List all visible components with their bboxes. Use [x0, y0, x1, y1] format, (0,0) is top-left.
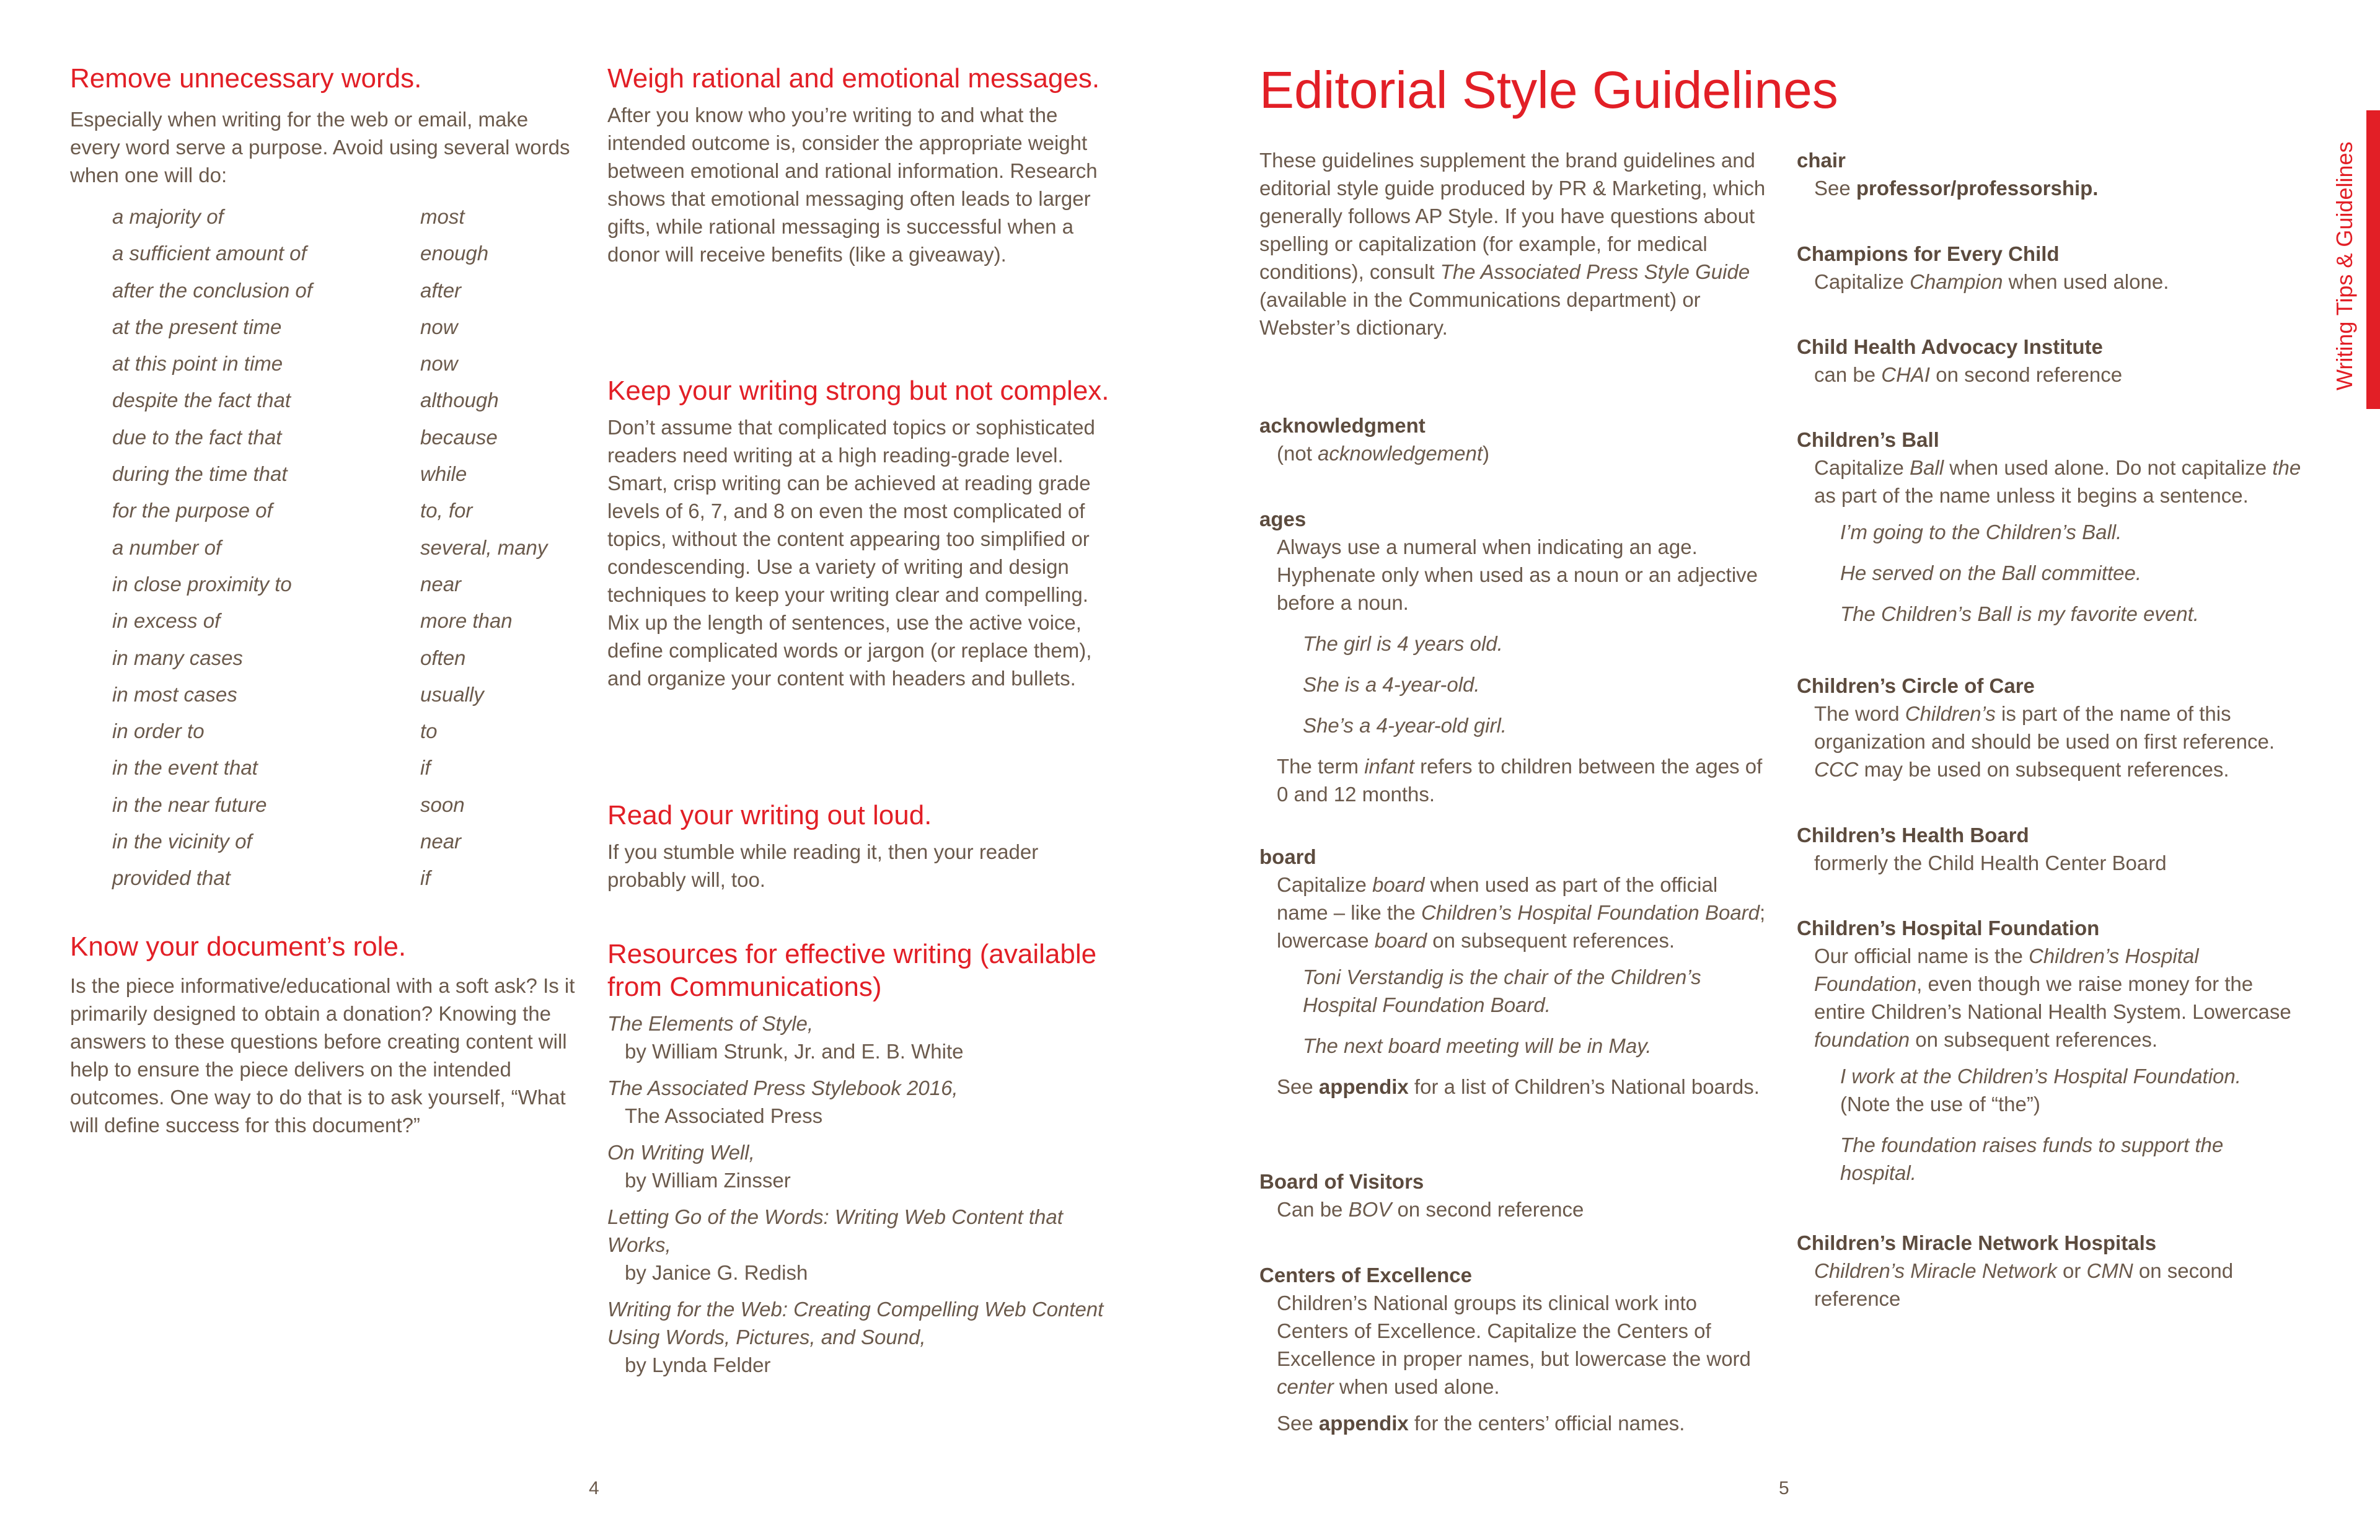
heading-remove-words: Remove unnecessary words. [70, 63, 422, 94]
wordy-phrase: in close proximity to [112, 572, 292, 596]
wordy-phrase: in the event that [112, 756, 258, 780]
text-fragment: Can be [1277, 1198, 1349, 1221]
concise-replacement: after [420, 278, 462, 302]
concise-replacement: soon [420, 793, 465, 816]
concise-replacement: although [420, 389, 499, 412]
text-fragment: center [1277, 1375, 1334, 1398]
page-title: Editorial Style Guidelines [1259, 61, 1838, 119]
concise-replacement: usually [420, 682, 484, 706]
text-fragment: Children’s Hospital Foundation Board [1421, 901, 1760, 924]
word-pair-row [112, 644, 583, 680]
text-fragment: Always use a numeral when indicating an age. Hyphenate only when used as a noun or an adjective before a noun. [1277, 535, 1758, 614]
text-fragment: Ball [1910, 456, 1944, 479]
page-number-right: 5 [1779, 1478, 1789, 1498]
text-fragment: board [1372, 873, 1425, 896]
concise-replacement: to [420, 719, 438, 743]
text-fragment: She is a 4-year-old. [1303, 673, 1480, 696]
wordy-phrase: despite the fact that [112, 389, 291, 412]
word-pair-row [112, 423, 583, 460]
text-fragment: The Associated Press Style Guide [1440, 260, 1750, 283]
entry-acknowledgment [1259, 411, 1768, 467]
text-fragment: ages [1259, 508, 1307, 530]
text-fragment: refers to children between the ages of 0 and 12 months. [1277, 755, 1763, 806]
text-fragment: He served on the Ball committee. [1840, 561, 2142, 584]
wordy-phrase: at this point in time [112, 352, 283, 376]
entry-miracle-network [1797, 1229, 2305, 1313]
resource-author: by Lynda Felder [625, 1353, 771, 1376]
resource-title: Letting Go of the Words: Writing Web Content that Works, [607, 1205, 1063, 1256]
text-fragment: acknowledgement [1318, 442, 1483, 465]
resource-item [607, 1074, 1122, 1130]
know-role-body: Is the piece informative/educational with a soft ask? Is it primarily designed to obtain a donation? Knowing the answers to these questions before creating content will help to ensure the piece delivers on the intended outcomes. One way to do that is to ask yourself, “What will define success for this document?” [70, 974, 575, 1137]
resource-item [607, 1010, 1122, 1065]
text-fragment: CMN [2086, 1259, 2133, 1282]
text-fragment: may be used on subsequent references. [1858, 758, 2229, 781]
concise-replacement: near [420, 572, 462, 596]
text-fragment: on subsequent references. [1427, 929, 1675, 952]
text-fragment: See [1814, 177, 1856, 200]
text-fragment: infant [1364, 755, 1414, 778]
text-fragment: (not [1277, 442, 1318, 465]
text-fragment: Children’s National groups its clinical work into Centers of Excellence. Capitalize the Centers of Excellence in proper names, but lowercase the word [1277, 1291, 1751, 1370]
heading-resources: Resources for effective writing (available from Communications) [607, 939, 1097, 1002]
resource-author: by William Zinsser [625, 1169, 791, 1192]
entry-chair [1797, 146, 2305, 202]
text-fragment: See [1277, 1075, 1319, 1098]
resource-author: The Associated Press [625, 1104, 823, 1127]
text-fragment: foundation [1814, 1028, 1910, 1051]
strong-section [607, 374, 1122, 692]
entry-hospital-foundation [1797, 914, 2305, 1187]
text-fragment: She’s a 4-year-old girl. [1303, 714, 1507, 737]
wordy-phrase: in the vicinity of [112, 830, 252, 853]
text-fragment: (available in the Communications department) or Webster’s dictionary. [1259, 288, 1701, 339]
word-pair-row [112, 350, 583, 386]
text-fragment: The term [1277, 755, 1365, 778]
text-fragment: Children’s Miracle Network Hospitals [1797, 1231, 2157, 1254]
text-fragment: for a list of Children’s National boards. [1408, 1075, 1760, 1098]
text-fragment: Capitalize [1814, 456, 1910, 479]
resource-list [607, 1010, 1122, 1379]
text-fragment: is part of the name of this organization and should be used on first reference. [1814, 702, 2275, 753]
wordy-phrase: in most cases [112, 682, 237, 706]
heading-weigh: Weigh rational and emotional messages. [607, 63, 1100, 94]
text-fragment: Children’s Health Board [1797, 824, 2029, 847]
word-pair-row [112, 239, 583, 276]
text-fragment: ) [1483, 442, 1490, 465]
word-pair-row [112, 203, 583, 239]
concise-replacement: now [420, 315, 458, 338]
resource-item [607, 1138, 1122, 1194]
resource-title: On Writing Well, [607, 1141, 755, 1164]
text-fragment: (Note the use of “the”) [1840, 1093, 2040, 1115]
weigh-section [607, 62, 1122, 268]
resource-title: The Elements of Style, [607, 1012, 813, 1035]
sidebar-section-label: Writing Tips & Guidelines [2332, 141, 2357, 390]
heading-strong: Keep your writing strong but not complex. [607, 376, 1109, 406]
text-fragment: The Children’s Ball is my favorite event. [1840, 602, 2199, 625]
wordy-phrase: in excess of [112, 609, 221, 633]
concise-replacement: if [420, 866, 431, 890]
text-fragment: Children’s Hospital Foundation [1797, 917, 2100, 939]
concise-replacement: if [420, 756, 431, 780]
text-fragment: ; lowercase [1277, 901, 1766, 952]
text-fragment: can be [1814, 363, 1882, 386]
text-fragment: when used alone. [2003, 270, 2169, 293]
wordy-phrase: a sufficient amount of [112, 242, 307, 265]
text-fragment: board [1259, 845, 1316, 868]
text-fragment: acknowledgment [1259, 414, 1426, 437]
page-number-left: 4 [589, 1478, 599, 1498]
entry-childrens-ball [1797, 426, 2305, 628]
wordy-phrase: in order to [112, 719, 205, 743]
wordy-phrase: in many cases [112, 646, 243, 669]
word-pair-row [112, 496, 583, 533]
concise-replacement: while [420, 462, 467, 486]
word-pair-row [112, 791, 583, 827]
text-fragment: See [1277, 1412, 1319, 1435]
text-fragment: Capitalize [1814, 270, 1910, 293]
heading-know-role: Know your document’s role. [70, 931, 407, 962]
concise-replacement: near [420, 830, 462, 853]
word-pair-row [112, 386, 583, 423]
wordy-phrase: a number of [112, 535, 222, 559]
resource-author: by William Strunk, Jr. and E. B. White [625, 1040, 964, 1063]
text-fragment: Children’s Hospital Foundation [1814, 944, 2199, 995]
entry-chai [1797, 333, 2305, 389]
text-fragment: when used alone. [1333, 1375, 1500, 1398]
concise-replacement: enough [420, 242, 489, 265]
word-pair-row [112, 276, 583, 313]
intro-paragraph [1259, 146, 1768, 341]
text-fragment: chair [1797, 149, 1846, 172]
text-fragment: The word [1814, 702, 1905, 725]
wordy-phrase: a majority of [112, 205, 224, 228]
text-fragment: The next board meeting will be in May. [1303, 1034, 1652, 1057]
entry-board [1259, 843, 1768, 1101]
weigh-body: After you know who you’re writing to and what the intended outcome is, consider the appropriate weight between emotional and rational information. Research shows that emotional messaging often leads to larger gifts, while rational messaging is successful when a donor will receive benefits (like a giveaway). [607, 103, 1098, 266]
entry-champions [1797, 240, 2305, 296]
text-fragment: The girl is 4 years old. [1303, 632, 1503, 655]
text-fragment: on second reference [1930, 363, 2123, 386]
word-pair-row [112, 827, 583, 864]
text-fragment: Capitalize [1277, 873, 1373, 896]
concise-replacement: several, many [420, 535, 548, 559]
text-fragment: appendix [1318, 1412, 1409, 1435]
text-fragment: the [2272, 456, 2301, 479]
wordy-phrase: in the near future [112, 793, 267, 816]
text-fragment: when used alone. Do not capitalize [1944, 456, 2273, 479]
text-fragment: CCC [1814, 758, 1859, 781]
text-fragment: Champions for Every Child [1797, 242, 2060, 265]
word-replacement-list [112, 203, 583, 901]
text-fragment: on second reference [1814, 1259, 2234, 1310]
word-pair-row [112, 607, 583, 643]
text-fragment: or [2056, 1259, 2087, 1282]
loud-body: If you stumble while reading it, then your reader probably will, too. [607, 840, 1039, 891]
concise-replacement: now [420, 352, 458, 376]
wordy-phrase: provided that [112, 866, 231, 890]
word-pair-row [112, 313, 583, 350]
remove-words-intro: Especially when writing for the web or email, make every word serve a purpose. Avoid using several words when one will do: [70, 108, 570, 187]
entry-board-of-visitors [1259, 1168, 1768, 1223]
text-fragment: Our official name is the [1814, 944, 2029, 967]
wordy-phrase: due to the fact that [112, 425, 282, 449]
strong-body: Don’t assume that complicated topics or sophisticated readers need writing at a high reading-grade level. Smart, crisp writing can be achieved at reading grade levels of 6, 7, and 8 on even the most complicated of topics, without the content appearing too simplified or condescending. Use a variety of writing and design techniques to keep your writing clear and compelling. Mix up the length of sentences, use the active voice, define complicated words or jargon (or replace them), and organize your content with headers and bullets. [607, 416, 1095, 690]
word-pair-row [112, 460, 583, 496]
text-fragment: I work at the Children’s Hospital Foundation. [1840, 1065, 2241, 1088]
text-fragment: Champion [1910, 270, 2003, 293]
text-fragment: Children’s Circle of Care [1797, 674, 2035, 697]
text-fragment: Toni Verstandig is the chair of the Children’s Hospital Foundation Board. [1303, 966, 1701, 1016]
word-pair-row [112, 570, 583, 607]
text-fragment: Children’s Ball [1797, 428, 1939, 451]
entry-centers-of-excellence [1259, 1261, 1768, 1437]
sidebar-accent-bar [2366, 110, 2380, 409]
wordy-phrase: during the time that [112, 462, 288, 486]
text-fragment: Children’s Miracle Network [1814, 1259, 2057, 1282]
resource-title: Writing for the Web: Creating Compelling Web Content Using Words, Pictures, and Sound, [607, 1298, 1104, 1349]
word-pair-row [112, 754, 583, 790]
text-fragment: as part of the name unless it begins a sentence. [1814, 484, 2249, 507]
entry-ages [1259, 505, 1768, 808]
resource-author: by Janice G. Redish [625, 1261, 808, 1284]
text-fragment: The foundation raises funds to support the hospital. [1840, 1133, 2224, 1184]
word-pair-row [112, 534, 583, 570]
text-fragment: BOV [1348, 1198, 1392, 1221]
word-pair-row [112, 680, 583, 717]
loud-section [607, 799, 1122, 894]
word-pair-row [112, 864, 583, 900]
wordy-phrase: for the purpose of [112, 499, 273, 522]
concise-replacement: because [420, 425, 498, 449]
text-fragment: These guidelines supplement the brand guidelines and editorial style guide produced by PR & Marketing, which generally follows AP Style. If you have questions about spelling or capitalization (for example, for medical conditions), consult [1259, 149, 1766, 283]
concise-replacement: more than [420, 609, 513, 633]
text-fragment: when used as part of the official name – like the [1277, 873, 1718, 924]
text-fragment: on subsequent references. [1910, 1028, 2158, 1051]
resource-item [607, 1295, 1122, 1379]
entry-health-board [1797, 821, 2305, 877]
wordy-phrase: at the present time [112, 315, 282, 338]
concise-replacement: often [420, 646, 466, 669]
concise-replacement: to, for [420, 499, 473, 522]
text-fragment: appendix [1318, 1075, 1409, 1098]
resources-section [607, 938, 1122, 1388]
heading-loud: Read your writing out loud. [607, 800, 932, 830]
concise-replacement: most [420, 205, 465, 228]
resource-item [607, 1203, 1122, 1287]
text-fragment: , even though we raise money for the entire Children’s National Health System. Lowercase [1814, 972, 2291, 1023]
text-fragment: I’m going to the Children’s Ball. [1840, 521, 2122, 543]
text-fragment: Centers of Excellence [1259, 1264, 1472, 1287]
text-fragment: Child Health Advocacy Institute [1797, 335, 2103, 358]
text-fragment: Board of Visitors [1259, 1170, 1424, 1193]
resource-title: The Associated Press Stylebook 2016, [607, 1076, 958, 1099]
text-fragment: Children’s [1905, 702, 1996, 725]
text-fragment: board [1374, 929, 1427, 952]
wordy-phrase: after the conclusion of [112, 278, 312, 302]
entry-circle-of-care [1797, 672, 2305, 783]
text-fragment: formerly the Child Health Center Board [1814, 851, 2167, 874]
word-pair-row [112, 717, 583, 754]
text-fragment: CHAI [1881, 363, 1931, 386]
text-fragment: on second reference [1391, 1198, 1584, 1221]
text-fragment: professor/professorship. [1856, 177, 2099, 200]
text-fragment: for the centers’ official names. [1408, 1412, 1685, 1435]
